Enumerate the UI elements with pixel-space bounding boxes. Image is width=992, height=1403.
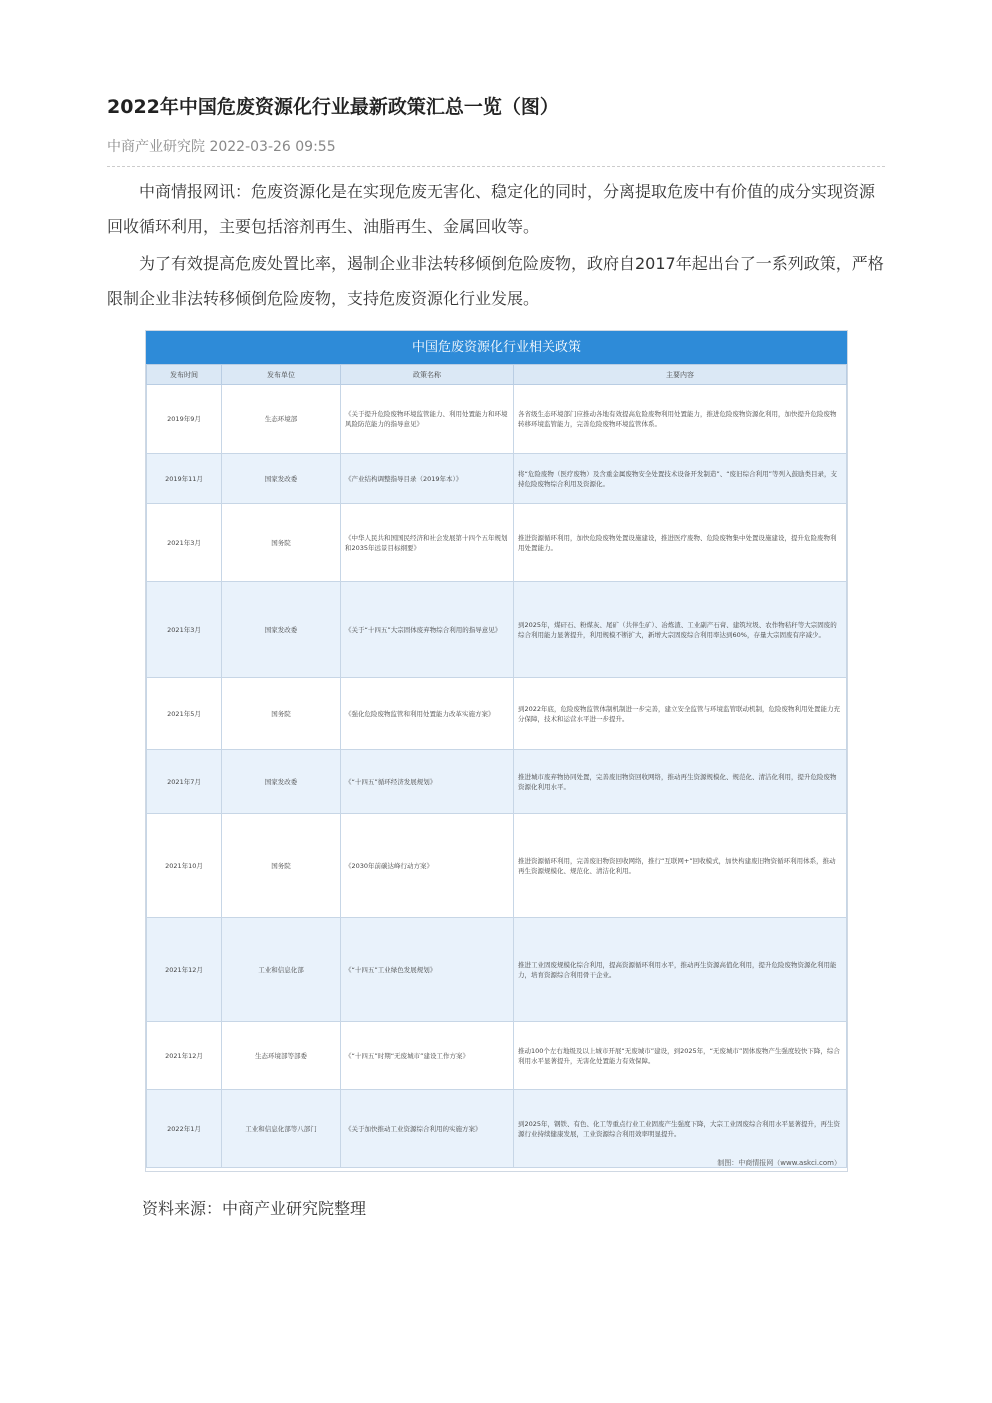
article-meta: 中商产业研究院 2022-03-26 09:55: [107, 139, 336, 155]
row-content: 到2022年底，危险废物监管体制机制进一步完善，建立安全监管与环境监管联动机制，危险废物利用处置能力充分保障，技术和运营水平进一步提升。: [514, 678, 847, 750]
header-org: 发布单位: [222, 365, 341, 385]
row-date: 2021年5月: [147, 678, 222, 750]
row-policy-name: 《关于提升危险废物环境监管能力、利用处置能力和环境风险防范能力的指导意见》: [341, 385, 514, 454]
row-date: 2021年12月: [147, 1022, 222, 1090]
row-policy-name: 《“十四五”循环经济发展规划》: [341, 750, 514, 814]
table-row: [147, 1022, 847, 1090]
row-content: 到2025年，煤矸石、粉煤灰、尾矿（共伴生矿）、冶炼渣、工业副产石膏、建筑垃圾、农作物秸秆等大宗固废的综合利用能力显著提升，利用规模不断扩大，新增大宗固废综合利用率达到60%，存量大宗固废有序减少。: [514, 582, 847, 678]
paragraph-intro: 中商情报网讯：危废资源化是在实现危废无害化、稳定化的同时，分离提取危废中有价值的成分实现资源回收循环利用，主要包括溶剂再生、油脂再生、金属回收等。: [107, 182, 876, 236]
row-policy-name: 《中华人民共和国国民经济和社会发展第十四个五年规划和2035年远景目标纲要》: [341, 504, 514, 582]
row-content: 推动100个左右地级及以上城市开展“无废城市”建设，到2025年，“无废城市”固体废物产生强度较快下降，综合利用水平显著提升，无害化处置能力有效保障。: [514, 1022, 847, 1090]
row-org: 工业和信息化部等八部门: [222, 1090, 341, 1168]
row-policy-name: 《产业结构调整指导目录（2019年本）》: [341, 454, 514, 504]
row-date: 2021年10月: [147, 814, 222, 918]
table-row: [147, 678, 847, 750]
article-title: 2022年中国危废资源化行业最新政策汇总一览（图）: [107, 96, 559, 118]
row-content: 推进资源循环利用，完善废旧物资回收网络，推行“互联网+”回收模式，加快构建废旧物资循环利用体系，推动再生资源规模化、规范化、清洁化利用。: [514, 814, 847, 918]
row-policy-name: 《强化危险废物监管和利用处置能力改革实施方案》: [341, 678, 514, 750]
table-row: [147, 814, 847, 918]
row-policy-name: 《“十四五”工业绿色发展规划》: [341, 918, 514, 1022]
row-org: 国家发改委: [222, 454, 341, 504]
table-header-row: [147, 365, 847, 385]
header-date: 发布时间: [147, 365, 222, 385]
row-org: 国务院: [222, 678, 341, 750]
row-org: 生态环境部等部委: [222, 1022, 341, 1090]
divider: [107, 166, 885, 167]
table-row: [147, 454, 847, 504]
row-date: 2021年3月: [147, 504, 222, 582]
row-content: 推进资源循环利用，加快危险废物处置设施建设，推进医疗废物、危险废物集中处置设施建设，提升危险废物利用处置能力。: [514, 504, 847, 582]
figure-source: 制图：中商情报网（www.askci.com）: [717, 1159, 841, 1167]
header-content: 主要内容: [514, 365, 847, 385]
table-row: [147, 582, 847, 678]
row-date: 2019年9月: [147, 385, 222, 454]
row-policy-name: 《2030年前碳达峰行动方案》: [341, 814, 514, 918]
row-date: 2021年3月: [147, 582, 222, 678]
policy-figure: [145, 330, 848, 1172]
row-date: 2021年12月: [147, 918, 222, 1022]
row-content: 将“危险废物（医疗废物）及含重金属废物安全处置技术设备开发制造”、“废旧综合利用”等列入鼓励类目录，支持危险废物综合利用及资源化。: [514, 454, 847, 504]
row-org: 国务院: [222, 814, 341, 918]
row-org: 国家发改委: [222, 582, 341, 678]
table-row: [147, 918, 847, 1022]
paragraph-policy: 为了有效提高危废处置比率，遏制企业非法转移倾倒危险废物，政府自2017年起出台了一系列政策，严格限制企业非法转移倾倒危险废物，支持危废资源化行业发展。: [107, 254, 884, 308]
header-name: 政策名称: [341, 365, 514, 385]
figure-title: 中国危废资源化行业相关政策: [146, 331, 847, 364]
row-date: 2022年1月: [147, 1090, 222, 1168]
row-content: 各省级生态环境部门应推动各地有效提高危险废物利用处置能力，推进危险废物资源化利用，加快提升危险废物转移环境监管能力，完善危险废物环境监管体系。: [514, 385, 847, 454]
table-row: [147, 504, 847, 582]
row-content: 推进城市废弃物协同处置，完善废旧物资回收网络，推动再生资源规模化、规范化、清洁化利用，提升危险废物资源化利用水平。: [514, 750, 847, 814]
row-policy-name: 《关于加快推动工业资源综合利用的实施方案》: [341, 1090, 514, 1168]
row-org: 生态环境部: [222, 385, 341, 454]
row-org: 国务院: [222, 504, 341, 582]
table-row: [147, 385, 847, 454]
row-content: 到2025年，钢铁、有色、化工等重点行业工业固废产生强度下降，大宗工业固废综合利用水平显著提升，再生资源行业持续健康发展，工业资源综合利用效率明显提升。: [514, 1090, 847, 1168]
row-date: 2021年7月: [147, 750, 222, 814]
row-content: 推进工业固废规模化综合利用，提高资源循环利用水平，推动再生资源高值化利用，提升危险废物资源化利用能力，培育资源综合利用骨干企业。: [514, 918, 847, 1022]
table-row: [147, 750, 847, 814]
row-policy-name: 《关于“十四五”大宗固体废弃物综合利用的指导意见》: [341, 582, 514, 678]
table-row: [147, 1090, 847, 1168]
row-date: 2019年11月: [147, 454, 222, 504]
row-org: 国家发改委: [222, 750, 341, 814]
policy-table: [146, 364, 847, 1168]
source-note: 资料来源：中商产业研究院整理: [142, 1199, 367, 1218]
row-org: 工业和信息化部: [222, 918, 341, 1022]
row-policy-name: 《“十四五”时期“无废城市”建设工作方案》: [341, 1022, 514, 1090]
